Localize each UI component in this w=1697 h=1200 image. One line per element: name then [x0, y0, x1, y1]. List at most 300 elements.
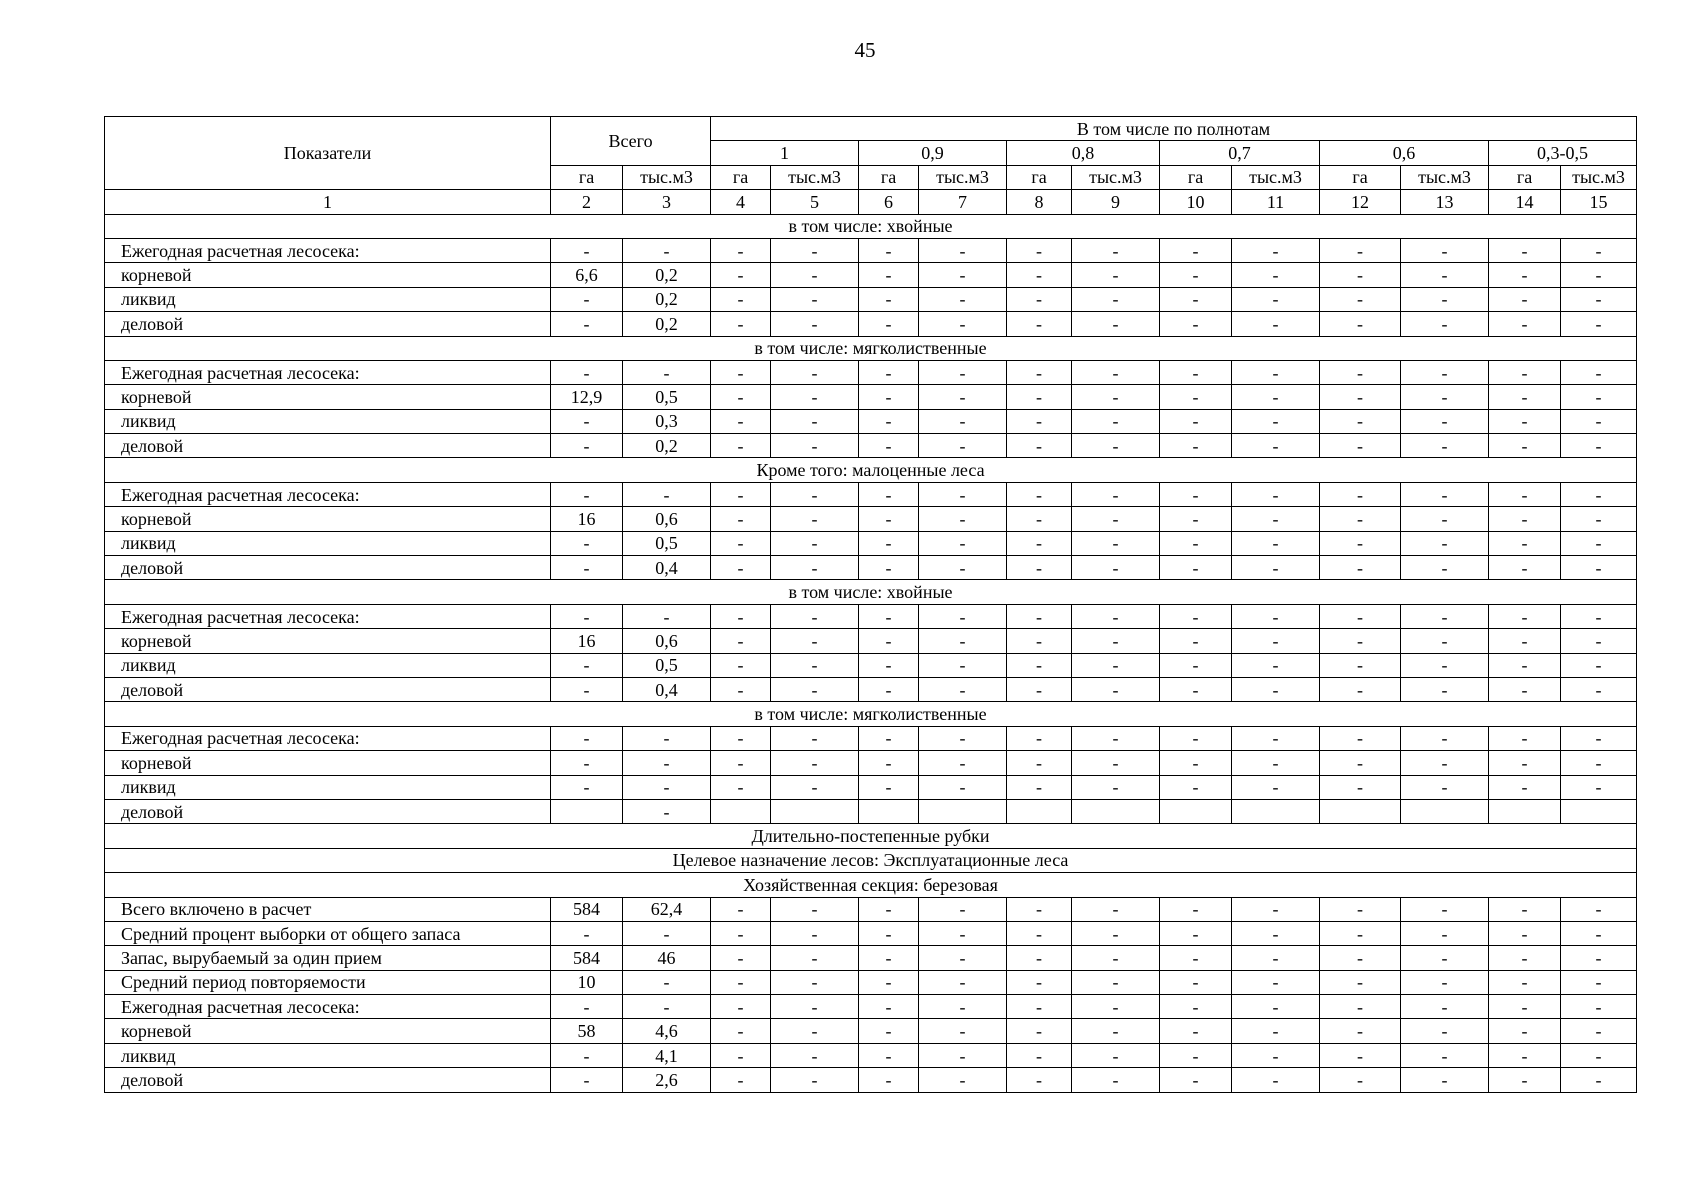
table-cell: -: [1160, 970, 1232, 994]
row-label: корневой: [105, 629, 551, 653]
row-label: ликвид: [105, 531, 551, 555]
table-cell: -: [1489, 238, 1561, 262]
table-cell: -: [711, 946, 771, 970]
table-cell: 6,6: [551, 263, 623, 287]
row-label: ликвид: [105, 287, 551, 311]
table-cell: -: [1007, 995, 1072, 1019]
table-cell: -: [859, 726, 919, 750]
table-cell: -: [859, 434, 919, 458]
section-row: [105, 336, 1637, 360]
table-cell: -: [1232, 312, 1320, 336]
table-cell: -: [1320, 726, 1401, 750]
table-cell: -: [919, 238, 1007, 262]
table-cell: -: [1160, 531, 1232, 555]
table-row: [105, 921, 1637, 945]
table-cell: -: [1320, 775, 1401, 799]
table-row: [105, 312, 1637, 336]
table-cell: -: [1320, 312, 1401, 336]
header-unit-ha: га: [1489, 165, 1561, 189]
table-cell: -: [1320, 238, 1401, 262]
table-cell: -: [1561, 263, 1637, 287]
table-cell: -: [551, 995, 623, 1019]
table-cell: -: [919, 726, 1007, 750]
table-cell: -: [1320, 1019, 1401, 1043]
table-cell: -: [1232, 1068, 1320, 1092]
table-cell: -: [1072, 531, 1160, 555]
table-cell: -: [1232, 726, 1320, 750]
row-label: деловой: [105, 1068, 551, 1092]
table-row: [105, 287, 1637, 311]
table-cell: -: [1320, 385, 1401, 409]
table-cell: [1160, 799, 1232, 823]
table-cell: -: [1007, 238, 1072, 262]
table-cell: -: [1160, 1043, 1232, 1067]
table-cell: -: [1561, 677, 1637, 701]
table-cell: -: [711, 360, 771, 384]
table-row: [105, 799, 1637, 823]
table-cell: -: [1160, 1068, 1232, 1092]
table-cell: 584: [551, 946, 623, 970]
table-cell: [859, 799, 919, 823]
table-cell: -: [859, 482, 919, 506]
section-title: Хозяйственная секция: березовая: [105, 873, 1637, 897]
table-cell: -: [1489, 604, 1561, 628]
table-cell: -: [623, 726, 711, 750]
table-cell: -: [1561, 1019, 1637, 1043]
table-cell: -: [1401, 287, 1489, 311]
header-unit-volume: тыс.м3: [1401, 165, 1489, 189]
section-title: в том числе: хвойные: [105, 580, 1637, 604]
column-number: 14: [1489, 190, 1561, 214]
table-cell: -: [1007, 556, 1072, 580]
table-cell: -: [1072, 677, 1160, 701]
table-cell: -: [1072, 1019, 1160, 1043]
table-cell: -: [1401, 995, 1489, 1019]
table-row: [105, 897, 1637, 921]
table-cell: -: [623, 360, 711, 384]
table-cell: -: [623, 604, 711, 628]
table-cell: -: [1160, 921, 1232, 945]
table-cell: -: [551, 287, 623, 311]
table-cell: 16: [551, 507, 623, 531]
table-cell: -: [1401, 921, 1489, 945]
row-label: Всего включено в расчет: [105, 897, 551, 921]
table-cell: -: [711, 775, 771, 799]
section-row: [105, 214, 1637, 238]
header-unit-ha: га: [1160, 165, 1232, 189]
table-cell: -: [1232, 263, 1320, 287]
table-cell: -: [1401, 1043, 1489, 1067]
table-cell: -: [1072, 897, 1160, 921]
table-cell: -: [1561, 970, 1637, 994]
column-number: 15: [1561, 190, 1637, 214]
table-cell: -: [1232, 556, 1320, 580]
table-cell: -: [1007, 604, 1072, 628]
table-cell: -: [1561, 946, 1637, 970]
table-cell: -: [1160, 653, 1232, 677]
table-cell: -: [1007, 653, 1072, 677]
table-cell: -: [1160, 677, 1232, 701]
table-cell: -: [1401, 751, 1489, 775]
header-density: 0,3-0,5: [1489, 141, 1637, 165]
table-cell: -: [859, 1019, 919, 1043]
table-cell: -: [711, 507, 771, 531]
table-cell: [771, 799, 859, 823]
table-cell: -: [1007, 360, 1072, 384]
column-number: 9: [1072, 190, 1160, 214]
table-row: [105, 409, 1637, 433]
row-label: деловой: [105, 799, 551, 823]
table-cell: -: [1007, 629, 1072, 653]
table-row: [105, 604, 1637, 628]
table-cell: -: [711, 629, 771, 653]
header-density: 0,9: [859, 141, 1007, 165]
table-row: [105, 556, 1637, 580]
table-cell: -: [1489, 677, 1561, 701]
table-cell: -: [919, 482, 1007, 506]
table-cell: -: [1320, 629, 1401, 653]
section-title: Длительно-постепенные рубки: [105, 824, 1637, 848]
table-cell: -: [771, 556, 859, 580]
table-cell: -: [1489, 312, 1561, 336]
table-cell: -: [1561, 531, 1637, 555]
table-cell: -: [771, 629, 859, 653]
table-cell: -: [1489, 1043, 1561, 1067]
table-cell: -: [1160, 312, 1232, 336]
row-label: корневой: [105, 263, 551, 287]
table-cell: -: [1401, 653, 1489, 677]
table-row: [105, 775, 1637, 799]
table-cell: -: [1072, 726, 1160, 750]
table-cell: -: [711, 238, 771, 262]
table-cell: -: [1561, 995, 1637, 1019]
header-unit-volume: тыс.м3: [771, 165, 859, 189]
table-row: [105, 507, 1637, 531]
table-cell: -: [1401, 409, 1489, 433]
table-cell: -: [1072, 385, 1160, 409]
table-cell: -: [711, 482, 771, 506]
table-cell: 12,9: [551, 385, 623, 409]
table-cell: -: [1072, 921, 1160, 945]
table-cell: -: [771, 775, 859, 799]
table-cell: -: [1007, 677, 1072, 701]
table-cell: -: [623, 238, 711, 262]
page-number: 45: [854, 38, 876, 62]
table-cell: -: [1489, 1019, 1561, 1043]
table-cell: -: [1072, 507, 1160, 531]
table-cell: -: [711, 970, 771, 994]
table-cell: -: [1320, 751, 1401, 775]
table-cell: -: [623, 799, 711, 823]
table-cell: -: [859, 677, 919, 701]
table-cell: -: [711, 409, 771, 433]
table-cell: -: [1489, 360, 1561, 384]
row-label: Ежегодная расчетная лесосека:: [105, 995, 551, 1019]
table-row: [105, 360, 1637, 384]
section-title: в том числе: мягколиственные: [105, 336, 1637, 360]
table-cell: -: [1401, 556, 1489, 580]
table-cell: -: [1072, 751, 1160, 775]
table-cell: -: [551, 360, 623, 384]
table-cell: -: [1320, 263, 1401, 287]
row-label: деловой: [105, 677, 551, 701]
table-cell: -: [1072, 238, 1160, 262]
column-number: 8: [1007, 190, 1072, 214]
table-cell: -: [1072, 434, 1160, 458]
section-title: Кроме того: малоценные леса: [105, 458, 1637, 482]
table-cell: -: [1489, 385, 1561, 409]
table-cell: -: [1160, 995, 1232, 1019]
forest-indicators-table: [104, 116, 1637, 1093]
table-cell: -: [1320, 946, 1401, 970]
row-label: ликвид: [105, 409, 551, 433]
table-cell: -: [919, 946, 1007, 970]
row-label: Средний период повторяемости: [105, 970, 551, 994]
table-body: [105, 214, 1637, 1092]
column-number: 7: [919, 190, 1007, 214]
table-cell: -: [711, 531, 771, 555]
table-cell: -: [919, 653, 1007, 677]
table-cell: -: [1160, 409, 1232, 433]
table-cell: -: [1320, 556, 1401, 580]
table-cell: -: [711, 434, 771, 458]
header-unit-volume: тыс.м3: [1232, 165, 1320, 189]
section-row: [105, 873, 1637, 897]
column-number: 11: [1232, 190, 1320, 214]
table-cell: -: [919, 556, 1007, 580]
table-cell: -: [771, 921, 859, 945]
table-row: [105, 238, 1637, 262]
table-cell: -: [1561, 507, 1637, 531]
table-row: [105, 1068, 1637, 1092]
table-cell: -: [919, 970, 1007, 994]
table-cell: -: [771, 263, 859, 287]
table-cell: -: [711, 312, 771, 336]
table-cell: [1007, 799, 1072, 823]
row-label: деловой: [105, 556, 551, 580]
table-cell: -: [1072, 604, 1160, 628]
table-cell: -: [1401, 677, 1489, 701]
table-cell: -: [1561, 409, 1637, 433]
table-cell: -: [1489, 946, 1561, 970]
table-cell: -: [1489, 653, 1561, 677]
table-cell: -: [551, 751, 623, 775]
table-cell: -: [1232, 653, 1320, 677]
table-cell: -: [771, 434, 859, 458]
table-cell: -: [1561, 556, 1637, 580]
table-cell: -: [1007, 897, 1072, 921]
section-row: [105, 848, 1637, 872]
table-cell: -: [1160, 360, 1232, 384]
table-cell: -: [1320, 507, 1401, 531]
table-cell: -: [1561, 434, 1637, 458]
table-cell: -: [711, 897, 771, 921]
table-cell: -: [919, 287, 1007, 311]
table-cell: -: [1232, 677, 1320, 701]
table-cell: [1489, 799, 1561, 823]
table-cell: -: [919, 751, 1007, 775]
table-cell: -: [1561, 629, 1637, 653]
table-cell: -: [859, 409, 919, 433]
table-cell: -: [1072, 287, 1160, 311]
table-cell: -: [1561, 604, 1637, 628]
table-cell: 62,4: [623, 897, 711, 921]
table-cell: -: [1072, 263, 1160, 287]
header-unit-ha: га: [1007, 165, 1072, 189]
section-row: [105, 824, 1637, 848]
header-row-column-numbers: [105, 190, 1637, 214]
table-cell: -: [771, 604, 859, 628]
table-cell: -: [1401, 238, 1489, 262]
table-cell: -: [859, 751, 919, 775]
header-density: 1: [711, 141, 859, 165]
table-cell: -: [919, 1043, 1007, 1067]
row-label: Ежегодная расчетная лесосека:: [105, 726, 551, 750]
table-cell: -: [1072, 1043, 1160, 1067]
table-cell: -: [1007, 751, 1072, 775]
table-cell: -: [771, 507, 859, 531]
table-cell: -: [1072, 629, 1160, 653]
table-cell: -: [1232, 385, 1320, 409]
table-cell: [919, 799, 1007, 823]
table-cell: -: [1320, 434, 1401, 458]
table-cell: -: [859, 238, 919, 262]
table-cell: -: [859, 385, 919, 409]
table-row: [105, 751, 1637, 775]
table-cell: -: [551, 238, 623, 262]
table-cell: [1232, 799, 1320, 823]
table-cell: -: [1072, 653, 1160, 677]
table-cell: 0,2: [623, 287, 711, 311]
table-cell: -: [711, 1068, 771, 1092]
table-cell: -: [859, 1043, 919, 1067]
row-label: корневой: [105, 1019, 551, 1043]
table-cell: -: [1320, 287, 1401, 311]
table-cell: -: [859, 921, 919, 945]
row-label: корневой: [105, 385, 551, 409]
table-cell: -: [1160, 556, 1232, 580]
table-cell: -: [1489, 409, 1561, 433]
table-cell: -: [1489, 287, 1561, 311]
table-cell: -: [1007, 409, 1072, 433]
table-cell: -: [919, 385, 1007, 409]
table-cell: -: [551, 409, 623, 433]
table-cell: -: [771, 751, 859, 775]
table-cell: 584: [551, 897, 623, 921]
table-cell: -: [1007, 385, 1072, 409]
table-cell: -: [1232, 604, 1320, 628]
table-cell: -: [1160, 726, 1232, 750]
table-cell: -: [1160, 287, 1232, 311]
table-cell: -: [711, 726, 771, 750]
table-cell: -: [1007, 1043, 1072, 1067]
table-row: [105, 263, 1637, 287]
table-row: [105, 970, 1637, 994]
table-cell: -: [859, 946, 919, 970]
table-cell: -: [1401, 434, 1489, 458]
column-number: 2: [551, 190, 623, 214]
table-cell: -: [771, 238, 859, 262]
column-number: 10: [1160, 190, 1232, 214]
table-row: [105, 385, 1637, 409]
table-cell: 2,6: [623, 1068, 711, 1092]
row-label: деловой: [105, 434, 551, 458]
table-cell: -: [1561, 1068, 1637, 1092]
table-cell: -: [771, 360, 859, 384]
table-cell: -: [1232, 921, 1320, 945]
table-cell: -: [551, 1043, 623, 1067]
table-cell: -: [551, 556, 623, 580]
table-cell: -: [1232, 531, 1320, 555]
table-cell: -: [771, 482, 859, 506]
row-label: ликвид: [105, 1043, 551, 1067]
table-cell: -: [771, 1068, 859, 1092]
table-cell: -: [551, 531, 623, 555]
table-cell: -: [859, 1068, 919, 1092]
table-row: [105, 946, 1637, 970]
table-cell: -: [1160, 629, 1232, 653]
table-cell: -: [623, 970, 711, 994]
table-cell: -: [771, 287, 859, 311]
table-header: [105, 117, 1637, 215]
table-cell: -: [1401, 1068, 1489, 1092]
column-number: 4: [711, 190, 771, 214]
table-cell: -: [1160, 604, 1232, 628]
row-label: Ежегодная расчетная лесосека:: [105, 360, 551, 384]
table-cell: -: [623, 482, 711, 506]
table-cell: -: [711, 677, 771, 701]
table-cell: -: [1320, 921, 1401, 945]
table-cell: -: [1401, 531, 1489, 555]
table-cell: -: [1489, 751, 1561, 775]
table-cell: -: [1072, 995, 1160, 1019]
table-cell: -: [1561, 921, 1637, 945]
table-cell: [551, 799, 623, 823]
table-cell: -: [919, 434, 1007, 458]
table-row: [105, 1019, 1637, 1043]
table-cell: -: [771, 653, 859, 677]
table-cell: -: [1489, 970, 1561, 994]
table-cell: 0,6: [623, 629, 711, 653]
table-cell: -: [1072, 775, 1160, 799]
table-cell: -: [1401, 970, 1489, 994]
table-cell: -: [1489, 897, 1561, 921]
row-label: Средний процент выборки от общего запаса: [105, 921, 551, 945]
table-row: [105, 482, 1637, 506]
table-cell: -: [1072, 482, 1160, 506]
table-cell: -: [859, 653, 919, 677]
table-cell: -: [551, 921, 623, 945]
table-cell: -: [1489, 775, 1561, 799]
table-cell: -: [919, 677, 1007, 701]
table-cell: -: [1072, 360, 1160, 384]
table-cell: -: [771, 531, 859, 555]
table-cell: -: [1401, 897, 1489, 921]
table-cell: -: [859, 775, 919, 799]
table-cell: -: [623, 751, 711, 775]
row-label: корневой: [105, 507, 551, 531]
table-cell: -: [919, 775, 1007, 799]
table-cell: 0,4: [623, 677, 711, 701]
table-cell: -: [1232, 507, 1320, 531]
table-cell: -: [771, 1019, 859, 1043]
table-cell: -: [1320, 531, 1401, 555]
table-cell: 10: [551, 970, 623, 994]
table-cell: -: [711, 995, 771, 1019]
table-cell: -: [1401, 312, 1489, 336]
table-cell: -: [1232, 775, 1320, 799]
table-cell: -: [1232, 360, 1320, 384]
